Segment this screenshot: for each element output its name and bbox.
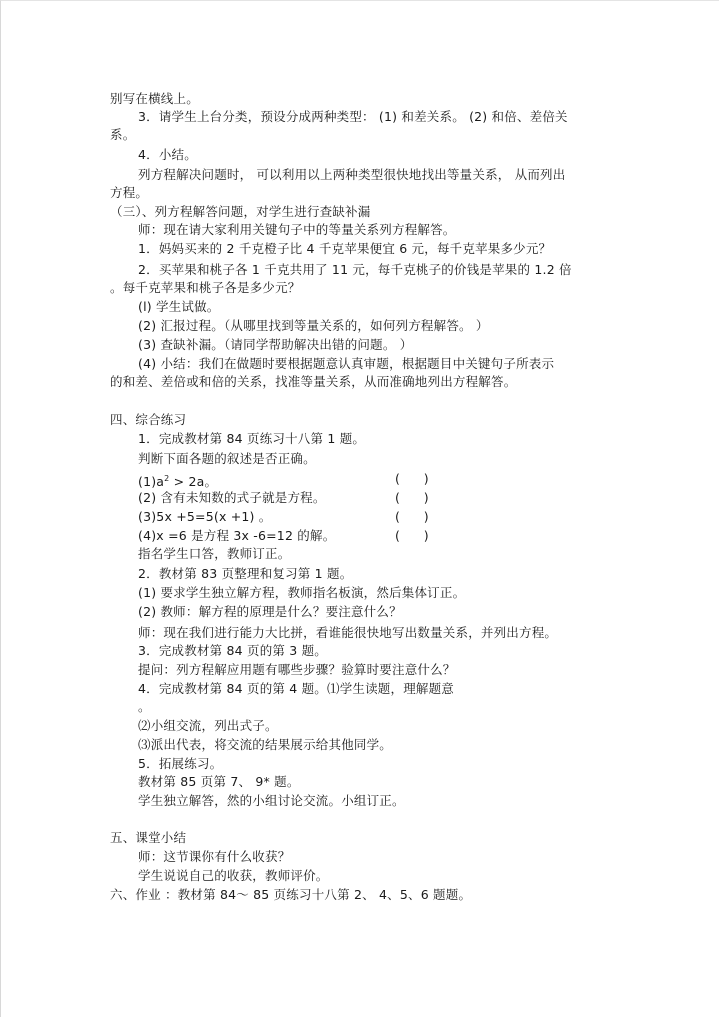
- judgement-item: (3)5x +5=5(x +1) 。: [138, 509, 272, 524]
- text-line: (l) 学生试做。: [138, 299, 220, 314]
- text-line: 教材第 85 页第 7、 9* 题。: [138, 774, 300, 789]
- answer-blank: ( ): [395, 490, 429, 505]
- text-line: 指名学生口答，教师订正。: [138, 546, 291, 561]
- text-line: 方程。: [110, 185, 149, 200]
- text-line: 系。: [110, 127, 136, 142]
- section-heading: 六、作业 ：教材第 84～ 85 页练习十八第 2、 4、5、6 题题。: [110, 887, 472, 902]
- text-line: (2) 汇报过程。（从哪里找到等量关系的，如何列方程解答。 ）: [138, 318, 489, 333]
- section-heading: （三）、列方程解答问题，对学生进行查缺补漏: [110, 204, 371, 219]
- judgement-item: (2) 含有未知数的式子就是方程。: [138, 490, 326, 505]
- text-line: 提问：列方程解应用题有哪些步骤？验算时要注意什么？: [138, 662, 456, 677]
- judgement-item: (4)x =6 是方程 3x -6=12 的解。: [138, 528, 336, 543]
- text-line: 师：现在我们进行能力大比拼，看谁能很快地写出数量关系，并列出方程。: [138, 625, 558, 640]
- text-line: 师：这节课你有什么收获？: [138, 849, 291, 864]
- text-line: 师：现在请大家利用关键句子中的等量关系列方程解答。: [138, 222, 456, 237]
- text-line: 学生独立解答，然的小组讨论交流。小组订正。: [138, 793, 405, 808]
- text-line: 5．拓展练习。: [138, 756, 223, 771]
- text-line: (1) 要求学生独立解方程，教师指名板演，然后集体订正。: [138, 585, 466, 600]
- section-heading: 四、综合练习: [110, 412, 187, 427]
- section-heading: 五、课堂小结: [110, 830, 187, 845]
- answer-blank: ( ): [395, 528, 429, 543]
- text-line: 1．完成教材第 84 页练习十八第 1 题。: [138, 431, 366, 446]
- text-line: 3．完成教材第 84 页的第 3 题。: [138, 643, 328, 658]
- text-line: ⑶派出代表，将交流的结果展示给其他同学。: [138, 737, 393, 752]
- answer-blank: ( ): [395, 471, 429, 486]
- text-line: 4．小结。: [138, 147, 197, 162]
- text-line: 。: [138, 699, 151, 714]
- text-line: ⑵小组交流，列出式子。: [138, 718, 278, 733]
- text-line: 判断下面各题的叙述是否正确。: [138, 451, 316, 466]
- text-line: (4) 小结：我们在做题时要根据题意认真审题，根据题目中关键句子所表示: [138, 356, 555, 371]
- text-line: 2．买苹果和桃子各 1 千克共用了 11 元，每千克桃子的价钱是苹果的 1.2 倍: [138, 262, 572, 277]
- text-line: 。每千克苹果和桃子各是多少元？: [110, 280, 301, 295]
- judgement-item: $(1)a^2 > 2a$。: [138, 474, 218, 489]
- text-line: 学生说说自己的收获，教师评价。: [138, 868, 329, 883]
- text-line: 4．完成教材第 84 页的第 4 题。⑴学生读题，理解题意: [138, 681, 455, 696]
- text-line: 2．教材第 83 页整理和复习第 1 题。: [138, 566, 353, 581]
- text-line: 1．妈妈买来的 2 千克橙子比 4 千克苹果便宜 6 元，每千克苹果多少元？: [138, 241, 552, 256]
- text-line: (2) 教师：解方程的原理是什么？要注意什么？: [138, 604, 402, 619]
- text-line: (3) 查缺补漏。（请同学帮助解决出错的问题。 ）: [138, 337, 413, 352]
- text-line: 列方程解决问题时， 可以利用以上两种类型很快地找出等量关系， 从而列出: [138, 167, 566, 182]
- text-line: 别写在横线上。: [110, 91, 199, 106]
- text-line: 3．请学生上台分类，预设分成两种类型： (1) 和差关系。 (2) 和倍、差倍关: [138, 109, 568, 124]
- text-line: 的和差、差倍或和倍的关系，找准等量关系，从而准确地列出方程解答。: [110, 374, 517, 389]
- answer-blank: ( ): [395, 509, 429, 524]
